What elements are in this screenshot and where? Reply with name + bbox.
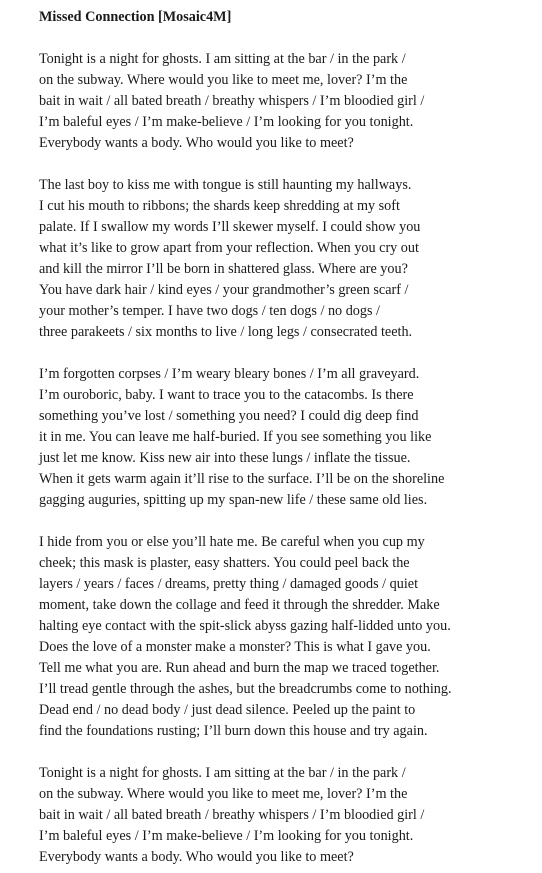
- poem-line: and kill the mirror I’ll be born in shattered glass. Where are you?: [39, 261, 408, 277]
- poem-line: I hide from you or else you’ll hate me. Be careful when you cup my: [39, 534, 425, 550]
- poem-line: on the subway. Where would you like to meet me, lover? I’m the: [39, 786, 408, 802]
- poem-line: moment, take down the collage and feed it through the shredder. Make: [39, 597, 440, 613]
- poem-line: palate. If I swallow my words I’ll skewer myself. I could show you: [39, 219, 421, 235]
- poem-line: something you’ve lost / something you need? I could dig deep find: [39, 408, 419, 424]
- poem-line: You have dark hair / kind eyes / your grandmother’s green scarf /: [39, 282, 409, 298]
- poem-line: Tell me what you are. Run ahead and burn the map we traced together.: [39, 660, 440, 676]
- poem-line: what it’s like to grow apart from your reflection. When you cry out: [39, 240, 419, 256]
- poem-line: I cut his mouth to ribbons; the shards keep shredding at my soft: [39, 198, 400, 214]
- poem-line: When it gets warm again it’ll rise to the surface. I’ll be on the shoreline: [39, 471, 445, 487]
- poem-body: [39, 49, 542, 868]
- poem-line: find the foundations rusting; I’ll burn down this house and try again.: [39, 723, 428, 739]
- poem-line: your mother’s temper. I have two dogs / ten dogs / no dogs /: [39, 303, 380, 319]
- poem-line: I’ll tread gentle through the ashes, but the breadcrumbs come to nothing.: [39, 681, 452, 697]
- poem-line: Tonight is a night for ghosts. I am sitting at the bar / in the park /: [39, 765, 406, 781]
- poem-line: Tonight is a night for ghosts. I am sitting at the bar / in the park /: [39, 51, 406, 67]
- poem-line: The last boy to kiss me with tongue is still haunting my hallways.: [39, 177, 412, 193]
- document-page: [39, 7, 542, 868]
- poem-line: I’m ouroboric, baby. I want to trace you to the catacombs. Is there: [39, 387, 414, 403]
- poem-line: Does the love of a monster make a monster? This is what I gave you.: [39, 639, 431, 655]
- poem-line: halting eye contact with the spit-slick abyss gazing half-lidded unto you.: [39, 618, 451, 634]
- stanza-1: [39, 49, 542, 154]
- poem-line: Dead end / no dead body / just dead silence. Peeled up the paint to: [39, 702, 416, 718]
- poem-line: bait in wait / all bated breath / breathy whispers / I’m bloodied girl /: [39, 807, 425, 823]
- poem-line: Everybody wants a body. Who would you like to meet?: [39, 849, 354, 865]
- poem-line: cheek; this mask is plaster, easy shatters. You could peel back the: [39, 555, 410, 571]
- poem-line: Everybody wants a body. Who would you like to meet?: [39, 135, 354, 151]
- stanza-4: [39, 532, 542, 742]
- poem-line: three parakeets / six months to live / long legs / consecrated teeth.: [39, 324, 413, 340]
- poem-line: layers / years / faces / dreams, pretty thing / damaged goods / quiet: [39, 576, 419, 592]
- stanza-3: [39, 364, 542, 511]
- poem-line: I’m baleful eyes / I’m make-believe / I’m looking for you tonight.: [39, 114, 414, 130]
- poem-line: I’m baleful eyes / I’m make-believe / I’m looking for you tonight.: [39, 828, 414, 844]
- poem-line: it in me. You can leave me half-buried. If you see something you like: [39, 429, 432, 445]
- poem-line: gagging auguries, spitting up my span-new life / these same old lies.: [39, 492, 428, 508]
- poem-line: just let me know. Kiss new air into these lungs / inflate the tissue.: [39, 450, 411, 466]
- stanza-5: [39, 763, 542, 868]
- poem-line: on the subway. Where would you like to meet me, lover? I’m the: [39, 72, 408, 88]
- poem-line: bait in wait / all bated breath / breathy whispers / I’m bloodied girl /: [39, 93, 425, 109]
- poem-title: Missed Connection [Mosaic4M]: [39, 9, 232, 25]
- poem-line: I’m forgotten corpses / I’m weary bleary bones / I’m all graveyard.: [39, 366, 420, 382]
- stanza-2: [39, 175, 542, 343]
